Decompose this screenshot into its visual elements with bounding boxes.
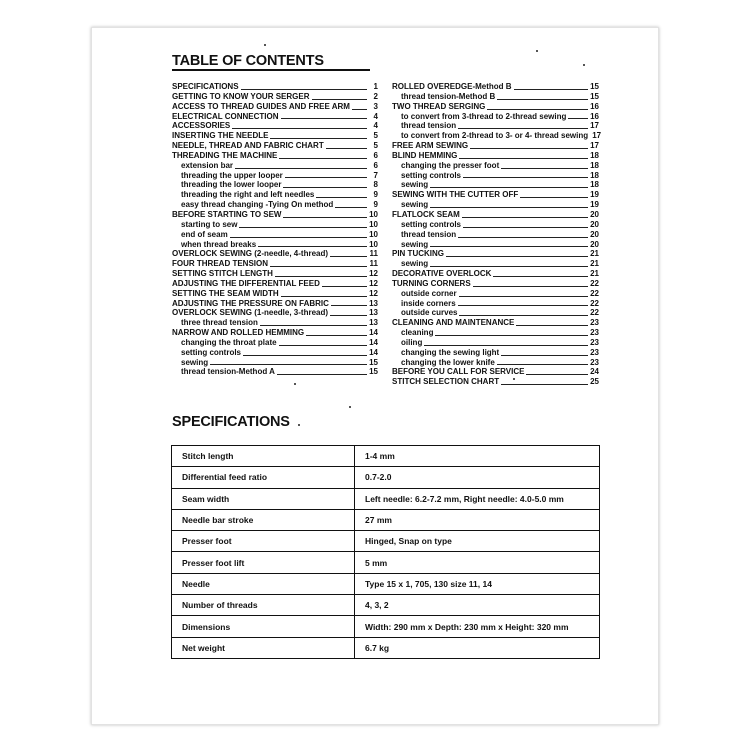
toc-entry bbox=[392, 367, 599, 377]
toc-leader-line bbox=[279, 158, 367, 159]
toc-entry bbox=[172, 230, 378, 240]
toc-leader-line bbox=[501, 168, 588, 169]
toc-entry-title: thread tension-Method B bbox=[401, 91, 496, 101]
toc-entry-page: 18 bbox=[590, 150, 599, 160]
toc-entry-title: INSERTING THE NEEDLE bbox=[172, 131, 269, 141]
toc-leader-line bbox=[462, 217, 588, 218]
toc-leader-line bbox=[330, 315, 367, 316]
toc-entry-page: 2 bbox=[373, 91, 378, 101]
toc-leader-line bbox=[497, 364, 588, 365]
scan-speck bbox=[583, 64, 585, 66]
toc-leader-line bbox=[526, 374, 588, 375]
toc-entry bbox=[392, 308, 599, 318]
specifications-title: SPECIFICATIONS bbox=[172, 414, 290, 430]
toc-entry-page: 15 bbox=[590, 82, 599, 91]
toc-entry-title: TWO THREAD SERGING bbox=[392, 101, 486, 111]
toc-entry-page: 22 bbox=[590, 278, 599, 288]
toc-leader-line bbox=[281, 118, 367, 119]
toc-entry-page: 23 bbox=[590, 347, 599, 357]
spec-row bbox=[172, 637, 600, 658]
toc-entry bbox=[392, 171, 599, 181]
spec-label: Differential feed ratio bbox=[172, 467, 355, 488]
toc-entry bbox=[392, 377, 599, 387]
toc-entry bbox=[172, 308, 378, 318]
toc-leader-line bbox=[458, 128, 588, 129]
toc-entry-title: sewing bbox=[401, 180, 429, 190]
spec-row bbox=[172, 467, 600, 488]
toc-leader-line bbox=[312, 99, 368, 100]
spec-label: Net weight bbox=[172, 637, 355, 658]
toc-entry-title: BLIND HEMMING bbox=[392, 150, 458, 160]
toc-entry-title: outside corner bbox=[401, 288, 457, 298]
toc-leader-line bbox=[459, 296, 588, 297]
spec-value: 5 mm bbox=[355, 552, 600, 573]
toc-entry-title: three thread tension bbox=[181, 318, 258, 328]
toc-entry-title: inside corners bbox=[401, 298, 456, 308]
toc-entry-page: 12 bbox=[369, 288, 378, 298]
toc-entry-title: OVERLOCK SEWING (2-needle, 4-thread) bbox=[172, 249, 329, 259]
toc-entry-page: 5 bbox=[373, 131, 378, 141]
spec-label: Presser foot bbox=[172, 531, 355, 552]
toc-entry bbox=[172, 299, 378, 309]
toc-leader-line bbox=[260, 325, 367, 326]
toc-entry-page: 16 bbox=[590, 101, 599, 111]
toc-entry bbox=[172, 240, 378, 250]
toc-entry-page: 9 bbox=[373, 200, 378, 210]
toc-leader-line bbox=[501, 384, 588, 385]
spec-row bbox=[172, 531, 600, 552]
toc-left-column bbox=[172, 82, 378, 377]
toc-entry-title: FREE ARM SEWING bbox=[392, 141, 469, 151]
toc-entry bbox=[392, 141, 599, 151]
toc-leader-line bbox=[232, 128, 367, 129]
toc-leader-line bbox=[446, 256, 588, 257]
spec-label: Needle bar stroke bbox=[172, 509, 355, 530]
spec-value: Width: 290 mm x Depth: 230 mm x Height: 320 mm bbox=[355, 616, 600, 637]
toc-entry-page: 14 bbox=[369, 328, 378, 338]
toc-entry-title: NARROW AND ROLLED HEMMING bbox=[172, 328, 305, 338]
toc-leader-line bbox=[330, 256, 367, 257]
toc-entry-title: SETTING THE SEAM WIDTH bbox=[172, 288, 279, 298]
toc-entry-page: 4 bbox=[373, 111, 378, 121]
toc-leader-line bbox=[463, 227, 588, 228]
spec-value: 4, 3, 2 bbox=[355, 595, 600, 616]
toc-entry-title: NEEDLE, THREAD AND FABRIC CHART bbox=[172, 141, 324, 151]
spec-row bbox=[172, 552, 600, 573]
toc-entry-title: CLEANING AND MAINTENANCE bbox=[392, 318, 515, 328]
toc-entry bbox=[392, 249, 599, 259]
toc-leader-line bbox=[241, 89, 367, 90]
toc-leader-line bbox=[283, 217, 367, 218]
toc-entry bbox=[392, 82, 599, 92]
toc-entry-page: 24 bbox=[590, 367, 599, 377]
scan-speck bbox=[298, 424, 300, 426]
toc-entry-title: threading the upper looper bbox=[181, 170, 283, 180]
toc-entry bbox=[172, 180, 378, 190]
toc-entry-title: sewing bbox=[181, 357, 209, 367]
toc-entry-title: TURNING CORNERS bbox=[392, 278, 471, 288]
toc-entry bbox=[392, 131, 602, 141]
toc-entry bbox=[172, 328, 378, 338]
toc-entry bbox=[392, 121, 599, 131]
spec-value: 6.7 kg bbox=[355, 637, 600, 658]
toc-entry bbox=[392, 112, 599, 122]
toc-entry bbox=[392, 102, 599, 112]
toc-entry-page: 20 bbox=[590, 229, 599, 239]
toc-entry bbox=[392, 190, 599, 200]
toc-entry bbox=[392, 279, 599, 289]
toc-entry-title: STITCH SELECTION CHART bbox=[392, 377, 500, 387]
toc-entry-page: 12 bbox=[369, 278, 378, 288]
toc-leader-line bbox=[326, 148, 367, 149]
toc-entry-page: 7 bbox=[373, 170, 378, 180]
toc-entry-page: 21 bbox=[590, 249, 599, 259]
toc-leader-line bbox=[568, 118, 588, 119]
toc-entry-title: starting to sew bbox=[181, 219, 238, 229]
toc-entry-page: 23 bbox=[590, 357, 599, 367]
toc-entry-title: when thread breaks bbox=[181, 239, 257, 249]
toc-entry-title: setting controls bbox=[401, 170, 462, 180]
toc-leader-line bbox=[487, 109, 588, 110]
toc-entry-title: to convert from 3-thread to 2-thread sewing bbox=[401, 111, 567, 121]
toc-entry bbox=[392, 299, 599, 309]
toc-entry-page: 1 bbox=[373, 82, 378, 91]
toc-entry-title: GETTING TO KNOW YOUR SERGER bbox=[172, 91, 310, 101]
toc-leader-line bbox=[352, 109, 367, 110]
spec-value: Type 15 x 1, 705, 130 size 11, 14 bbox=[355, 573, 600, 594]
spec-value: Hinged, Snap on type bbox=[355, 531, 600, 552]
toc-entry bbox=[172, 161, 378, 171]
toc-entry-page: 5 bbox=[373, 141, 378, 151]
toc-entry-title: SEWING WITH THE CUTTER OFF bbox=[392, 190, 519, 200]
toc-entry-page: 13 bbox=[369, 298, 378, 308]
spec-value: 0.7-2.0 bbox=[355, 467, 600, 488]
toc-entry bbox=[172, 190, 378, 200]
toc-entry-title: BEFORE STARTING TO SEW bbox=[172, 209, 282, 219]
toc-entry-title: PIN TUCKING bbox=[392, 249, 444, 259]
toc-entry bbox=[172, 249, 378, 259]
toc-leader-line bbox=[258, 246, 367, 247]
toc-entry-page: 3 bbox=[373, 101, 378, 111]
toc-entry-page: 9 bbox=[373, 190, 378, 200]
toc-leader-line bbox=[435, 335, 588, 336]
toc-entry bbox=[392, 240, 599, 250]
toc-entry bbox=[172, 220, 378, 230]
toc-entry-title: threading the lower looper bbox=[181, 180, 282, 190]
toc-entry bbox=[392, 220, 599, 230]
toc-entry bbox=[392, 259, 599, 269]
toc-leader-line bbox=[281, 296, 367, 297]
toc-entry bbox=[172, 338, 378, 348]
toc-entry-title: outside curves bbox=[401, 308, 458, 318]
spec-label: Dimensions bbox=[172, 616, 355, 637]
toc-entry-title: changing the throat plate bbox=[181, 337, 277, 347]
toc-leader-line bbox=[331, 305, 367, 306]
toc-entry-page: 17 bbox=[592, 131, 602, 141]
spec-label: Seam width bbox=[172, 488, 355, 509]
toc-entry-title: changing the sewing light bbox=[401, 347, 500, 357]
scan-speck bbox=[536, 50, 538, 52]
scan-speck bbox=[349, 406, 351, 408]
toc-entry-page: 10 bbox=[369, 239, 378, 249]
toc-leader-line bbox=[335, 207, 367, 208]
toc-entry bbox=[172, 200, 378, 210]
toc-entry-title: THREADING THE MACHINE bbox=[172, 150, 278, 160]
toc-entry bbox=[172, 102, 378, 112]
toc-leader-line bbox=[270, 138, 367, 139]
toc-entry-page: 20 bbox=[590, 239, 599, 249]
toc-entry-page: 6 bbox=[373, 150, 378, 160]
toc-entry bbox=[172, 358, 378, 368]
toc-entry-title: changing the lower knife bbox=[401, 357, 495, 367]
toc-leader-line bbox=[283, 187, 367, 188]
toc-entry-title: to convert from 2-thread to 3- or 4- thread sewing bbox=[401, 131, 589, 141]
toc-leader-line bbox=[239, 227, 367, 228]
toc-entry bbox=[392, 338, 599, 348]
spec-row bbox=[172, 488, 600, 509]
toc-entry-title: FOUR THREAD TENSION bbox=[172, 259, 268, 269]
toc-leader-line bbox=[322, 286, 367, 287]
toc-leader-line bbox=[275, 276, 367, 277]
toc-entry-title: threading the right and left needles bbox=[181, 190, 315, 200]
toc-entry-page: 18 bbox=[590, 180, 599, 190]
toc-entry-title: sewing bbox=[401, 239, 429, 249]
toc-leader-line bbox=[430, 207, 588, 208]
toc-leader-line bbox=[424, 345, 588, 346]
toc-entry-title: SPECIFICATIONS bbox=[172, 82, 239, 91]
spec-row bbox=[172, 446, 600, 467]
toc-entry bbox=[172, 279, 378, 289]
toc-entry-page: 11 bbox=[369, 259, 378, 269]
toc-entry bbox=[392, 230, 599, 240]
toc-entry-page: 15 bbox=[369, 367, 378, 377]
toc-entry-page: 6 bbox=[373, 160, 378, 170]
toc-entry bbox=[172, 112, 378, 122]
toc-entry-title: BEFORE YOU CALL FOR SERVICE bbox=[392, 367, 525, 377]
toc-entry-page: 21 bbox=[590, 259, 599, 269]
toc-entry-title: SETTING STITCH LENGTH bbox=[172, 269, 273, 279]
toc-entry bbox=[392, 210, 599, 220]
toc-entry-page: 13 bbox=[369, 308, 378, 318]
spec-value: 1-4 mm bbox=[355, 446, 600, 467]
toc-entry bbox=[392, 151, 599, 161]
toc-entry-page: 15 bbox=[590, 91, 599, 101]
toc-entry-page: 22 bbox=[590, 308, 599, 318]
toc-entry bbox=[172, 318, 378, 328]
toc-entry bbox=[392, 180, 599, 190]
toc-entry-page: 17 bbox=[590, 121, 599, 131]
spec-value: 27 mm bbox=[355, 509, 600, 530]
toc-entry-title: DECORATIVE OVERLOCK bbox=[392, 269, 492, 279]
toc-entry bbox=[172, 151, 378, 161]
toc-entry-title: thread tension-Method A bbox=[181, 367, 275, 377]
toc-leader-line bbox=[430, 246, 588, 247]
toc-entry bbox=[172, 141, 378, 151]
toc-entry bbox=[392, 348, 599, 358]
toc-entry-page: 23 bbox=[590, 328, 599, 338]
toc-leader-line bbox=[463, 177, 588, 178]
spec-label: Presser foot lift bbox=[172, 552, 355, 573]
toc-entry-page: 12 bbox=[369, 269, 378, 279]
toc-entry-title: thread tension bbox=[401, 229, 457, 239]
toc-entry-page: 16 bbox=[590, 111, 599, 121]
toc-entry-title: easy thread changing -Tying On method bbox=[181, 200, 334, 210]
toc-entry-page: 10 bbox=[369, 209, 378, 219]
spec-row bbox=[172, 509, 600, 530]
toc-entry-title: setting controls bbox=[401, 219, 462, 229]
toc-entry-title: ADJUSTING THE DIFFERENTIAL FEED bbox=[172, 278, 320, 288]
toc-entry bbox=[172, 367, 378, 377]
toc-leader-line bbox=[285, 177, 367, 178]
toc-entry-title: OVERLOCK SEWING (1-needle, 3-thread) bbox=[172, 308, 329, 318]
toc-leader-line bbox=[243, 355, 367, 356]
toc-leader-line bbox=[316, 197, 367, 198]
toc-entry-title: end of seam bbox=[181, 229, 228, 239]
toc-entry bbox=[172, 82, 378, 92]
toc-leader-line bbox=[230, 237, 367, 238]
specifications-table bbox=[171, 445, 600, 659]
toc-entry-title: changing the presser foot bbox=[401, 160, 500, 170]
toc-entry-page: 11 bbox=[369, 249, 378, 259]
toc-entry bbox=[392, 92, 599, 102]
toc-leader-line bbox=[459, 315, 588, 316]
toc-right-column bbox=[392, 82, 602, 387]
toc-entry bbox=[172, 259, 378, 269]
toc-entry-page: 14 bbox=[369, 347, 378, 357]
toc-entry-page: 4 bbox=[373, 121, 378, 131]
spec-row bbox=[172, 595, 600, 616]
toc-entry-title: setting controls bbox=[181, 347, 242, 357]
spec-label: Stitch length bbox=[172, 446, 355, 467]
toc-leader-line bbox=[516, 325, 588, 326]
toc-leader-line bbox=[458, 305, 588, 306]
scan-speck bbox=[294, 383, 296, 385]
toc-leader-line bbox=[235, 168, 367, 169]
toc-leader-line bbox=[277, 374, 367, 375]
toc-leader-line bbox=[501, 355, 588, 356]
toc-entry bbox=[172, 92, 378, 102]
toc-entry-page: 10 bbox=[369, 219, 378, 229]
toc-entry-page: 20 bbox=[590, 209, 599, 219]
toc-entry bbox=[172, 171, 378, 181]
toc-entry-title: oiling bbox=[401, 337, 423, 347]
toc-leader-line bbox=[430, 187, 588, 188]
toc-entry-page: 18 bbox=[590, 160, 599, 170]
toc-entry bbox=[172, 131, 378, 141]
toc-entry bbox=[392, 200, 599, 210]
toc-leader-line bbox=[279, 345, 367, 346]
toc-leader-line bbox=[270, 266, 367, 267]
toc-entry bbox=[392, 161, 599, 171]
toc-entry bbox=[172, 269, 378, 279]
toc-entry bbox=[392, 269, 599, 279]
spec-label: Needle bbox=[172, 573, 355, 594]
toc-entry bbox=[172, 210, 378, 220]
toc-leader-line bbox=[306, 335, 367, 336]
toc-entry-title: sewing bbox=[401, 200, 429, 210]
toc-entry bbox=[392, 289, 599, 299]
toc-entry-title: ACCESS TO THREAD GUIDES AND FREE ARM bbox=[172, 101, 350, 111]
toc-entry-page: 25 bbox=[590, 377, 599, 387]
toc-entry-page: 21 bbox=[590, 269, 599, 279]
toc-leader-line bbox=[473, 286, 588, 287]
toc-entry-title: ACCESSORIES bbox=[172, 121, 231, 131]
toc-entry-title: ADJUSTING THE PRESSURE ON FABRIC bbox=[172, 298, 329, 308]
toc-entry-page: 15 bbox=[369, 357, 378, 367]
toc-entry-page: 20 bbox=[590, 219, 599, 229]
toc-entry-page: 23 bbox=[590, 318, 599, 328]
scan-speck bbox=[264, 44, 266, 46]
spec-value: Left needle: 6.2-7.2 mm, Right needle: 4.0-5.0 mm bbox=[355, 488, 600, 509]
toc-entry-title: cleaning bbox=[401, 328, 434, 338]
scan-speck bbox=[513, 378, 515, 380]
toc-entry bbox=[172, 121, 378, 131]
toc-entry-page: 8 bbox=[373, 180, 378, 190]
spec-row bbox=[172, 616, 600, 637]
toc-entry-page: 22 bbox=[590, 288, 599, 298]
toc-entry-title: ROLLED OVEREDGE-Method B bbox=[392, 82, 512, 91]
toc-entry-page: 14 bbox=[369, 337, 378, 347]
toc-entry-title: thread tension bbox=[401, 121, 457, 131]
toc-leader-line bbox=[470, 148, 588, 149]
toc-leader-line bbox=[520, 197, 588, 198]
toc-leader-line bbox=[514, 89, 588, 90]
toc-entry-title: extension bar bbox=[181, 160, 234, 170]
toc-entry-page: 23 bbox=[590, 337, 599, 347]
spec-label: Number of threads bbox=[172, 595, 355, 616]
toc-entry-page: 19 bbox=[590, 200, 599, 210]
toc-leader-line bbox=[493, 276, 588, 277]
spec-row bbox=[172, 573, 600, 594]
toc-entry-page: 18 bbox=[590, 170, 599, 180]
toc-entry bbox=[392, 358, 599, 368]
toc-entry bbox=[172, 289, 378, 299]
toc-entry bbox=[392, 318, 599, 328]
toc-entry-title: sewing bbox=[401, 259, 429, 269]
toc-leader-line bbox=[210, 364, 367, 365]
toc-entry-page: 19 bbox=[590, 190, 599, 200]
toc-entry-title: FLATLOCK SEAM bbox=[392, 209, 460, 219]
toc-leader-line bbox=[458, 237, 588, 238]
toc-leader-line bbox=[430, 266, 588, 267]
toc-entry-page: 13 bbox=[369, 318, 378, 328]
toc-entry bbox=[392, 328, 599, 338]
toc-title: TABLE OF CONTENTS bbox=[172, 53, 370, 71]
toc-entry-page: 17 bbox=[590, 141, 599, 151]
toc-leader-line bbox=[497, 99, 588, 100]
toc-entry-page: 22 bbox=[590, 298, 599, 308]
toc-leader-line bbox=[459, 158, 588, 159]
toc-entry bbox=[172, 348, 378, 358]
toc-entry-title: ELECTRICAL CONNECTION bbox=[172, 111, 279, 121]
toc-entry-page: 10 bbox=[369, 229, 378, 239]
